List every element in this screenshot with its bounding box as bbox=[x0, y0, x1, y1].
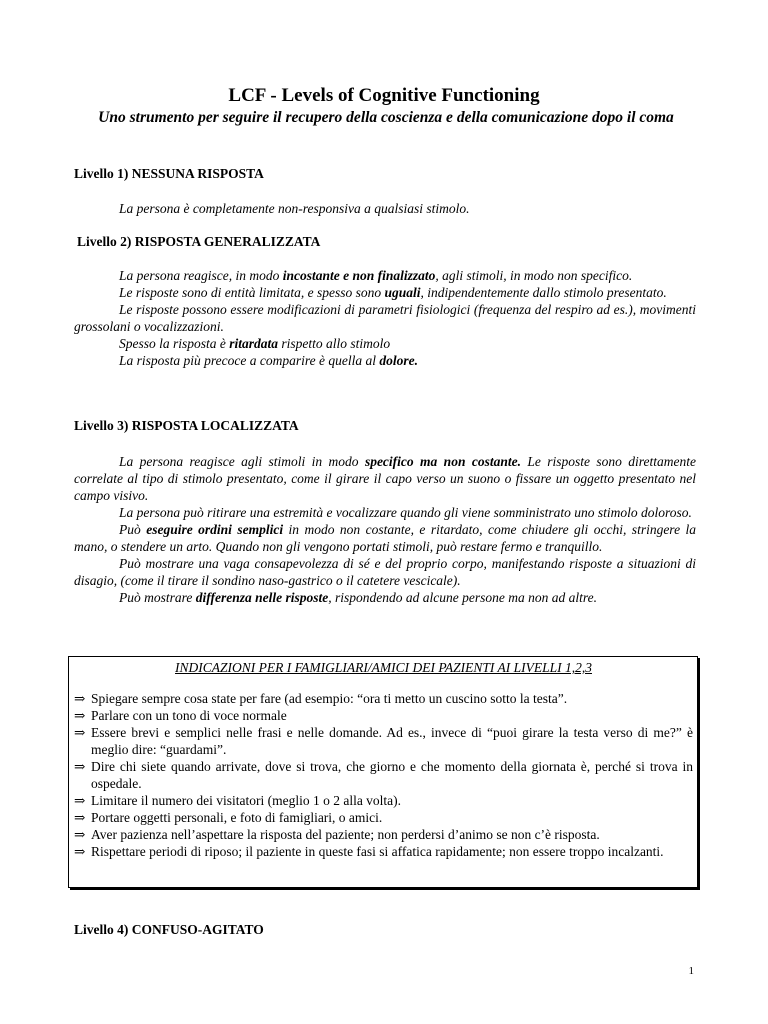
level-2-heading: Livello 2) RISPOSTA GENERALIZZATA bbox=[77, 234, 321, 249]
page-number: 1 bbox=[688, 965, 694, 977]
level-3-heading: Livello 3) RISPOSTA LOCALIZZATA bbox=[74, 418, 299, 433]
level-2-paragraph-4: Spesso la risposta è ritardata rispetto allo stimolo bbox=[119, 336, 391, 351]
level-3-text bbox=[74, 453, 696, 606]
arrow-icon: ⇒ bbox=[74, 844, 86, 859]
list-item: ⇒ Aver pazienza nell’aspettare la risposta del paziente; non perdersi d’animo se non c’è risposta. bbox=[74, 827, 600, 842]
family-guidance-box bbox=[68, 656, 698, 888]
level-3-paragraph-3: Può eseguire ordini semplici in modo non costante, e ritardato, come chiudere gli occhi, stringere la mano, o stendere un arto. Quando non gli vengono portati stimoli, può restare fermo e tranquillo. bbox=[74, 522, 697, 554]
arrow-icon: ⇒ bbox=[74, 725, 86, 740]
arrow-icon: ⇒ bbox=[74, 793, 86, 808]
list-item: ⇒ Essere brevi e semplici nelle frasi e nelle domande. Ad es., invece di “puoi girare la testa verso di me?” è meglio dire: “guardami”. bbox=[74, 725, 693, 757]
level-2-paragraph-1: La persona reagisce, in modo incostante e non finalizzato, agli stimoli, in modo non specifico. bbox=[119, 268, 633, 283]
level-2-paragraph-5: La risposta più precoce a comparire è quella al dolore. bbox=[119, 353, 418, 368]
level-4-heading: Livello 4) CONFUSO-AGITATO bbox=[74, 922, 264, 937]
level-1-heading: Livello 1) NESSUNA RISPOSTA bbox=[74, 166, 264, 181]
family-guidance-title: INDICAZIONI PER I FAMIGLIARI/AMICI DEI PAZIENTI AI LIVELLI 1,2,3 bbox=[175, 660, 592, 675]
level-3-paragraph-5: Può mostrare differenza nelle risposte, rispondendo ad alcune persone ma non ad altre. bbox=[119, 590, 597, 605]
list-item: ⇒ Dire chi siete quando arrivate, dove si trova, che giorno e che momento della giornata è, perché si trova in ospedale. bbox=[74, 759, 693, 791]
list-item: ⇒ Portare oggetti personali, e foto di famigliari, o amici. bbox=[74, 810, 383, 825]
arrow-icon: ⇒ bbox=[74, 827, 86, 842]
level-3-paragraph-1: La persona reagisce agli stimoli in modo specifico ma non costante. Le risposte sono direttamente correlate al tipo di stimolo presentato, come il girare il capo verso un suono o fissare un oggetto presentato nel campo visivo. bbox=[74, 454, 696, 503]
level-3-paragraph-4: Può mostrare una vaga consapevolezza di sé e del proprio corpo, manifestando risposte a situazioni di disagio, (come il tirare il sondino naso-gastrico o il catetere vescicale). bbox=[74, 556, 696, 588]
arrow-icon: ⇒ bbox=[74, 810, 86, 825]
list-item: ⇒ Spiegare sempre cosa state per fare (ad esempio: “ora ti metto un cuscino sotto la testa”. bbox=[74, 691, 568, 706]
level-3-paragraph-2: La persona può ritirare una estremità e vocalizzare quando gli viene somministrato uno stimolo doloroso. bbox=[119, 505, 692, 520]
level-2-paragraph-3: Le risposte possono essere modificazioni di parametri fisiologici (frequenza del respiro ad es.), movimenti grossolani o vocalizzazioni. bbox=[74, 302, 696, 334]
level-1-paragraph: La persona è completamente non-responsiva a qualsiasi stimolo. bbox=[119, 201, 470, 216]
document-title: LCF - Levels of Cognitive Functioning bbox=[228, 85, 540, 106]
list-item: ⇒ Limitare il numero dei visitatori (meglio 1 o 2 alla volta). bbox=[74, 793, 402, 808]
document-subtitle: Uno strumento per seguire il recupero della coscienza e della comunicazione dopo il coma bbox=[98, 109, 674, 126]
list-item: ⇒ Rispettare periodi di riposo; il paziente in queste fasi si affatica rapidamente; non essere troppo incalzanti. bbox=[74, 844, 664, 859]
arrow-icon: ⇒ bbox=[74, 691, 86, 706]
level-1-text bbox=[74, 200, 696, 217]
list-item: ⇒ Parlare con un tono di voce normale bbox=[74, 708, 287, 723]
level-2-text bbox=[74, 267, 696, 369]
arrow-icon: ⇒ bbox=[74, 708, 86, 723]
arrow-icon: ⇒ bbox=[74, 759, 86, 774]
level-2-paragraph-2: Le risposte sono di entità limitata, e spesso sono uguali, indipendentemente dallo stimolo presentato. bbox=[119, 285, 667, 300]
family-guidance-list bbox=[74, 690, 693, 860]
